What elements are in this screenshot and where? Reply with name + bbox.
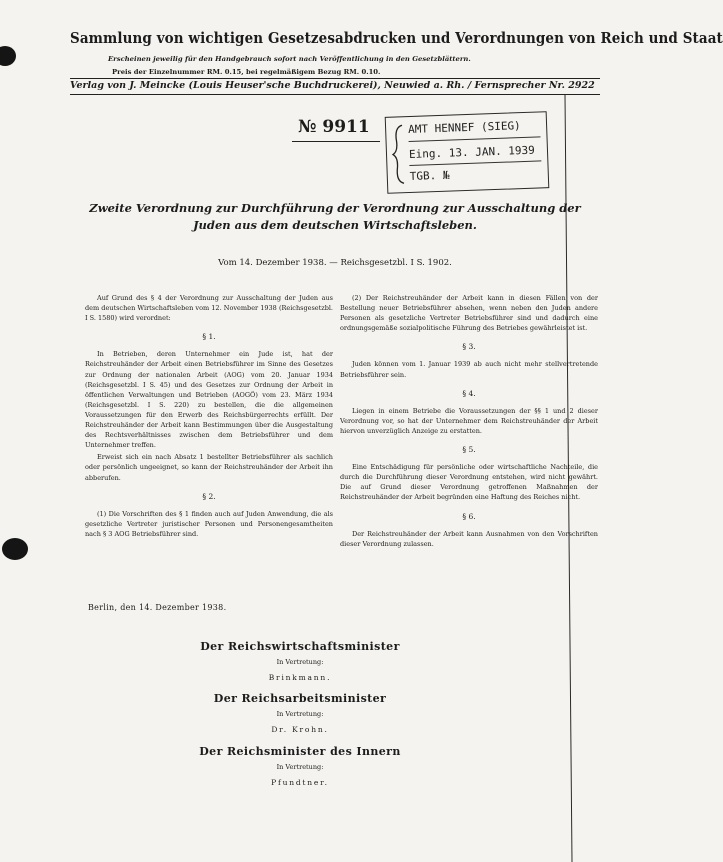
header-rule-bottom [70, 94, 600, 95]
header-rule-top [70, 78, 600, 79]
signatory-minister: Der Reichsminister des Innern [199, 745, 401, 758]
section-heading-4: § 4. [462, 388, 476, 398]
stamp-divider-1 [409, 136, 541, 142]
section-4-paragraph: Liegen in einem Betriebe die Voraussetzungen der §§ 1 und 2 dieser Verordnung vor, so hat der Unternehmer dem Reichstreuhänder der Arbeit hiervon unverzüglich Anzeige zu erstatten. [340, 406, 598, 435]
publisher-line: Verlag von J. Meincke (Louis Heuser'sche Buchdruckerei), Neuwied a. Rh. / Fernsprecher Nr. 2922 [70, 80, 595, 91]
signatory-name: Pfundtner. [271, 778, 329, 787]
intro-paragraph: Auf Grund des § 4 der Verordnung zur Ausschaltung der Juden aus dem deutschen Wirtschaftsleben vom 12. November 1938 (Reichsgesetzbl. I S. 1580) wird verordnet: [85, 294, 333, 323]
receipt-stamp [385, 111, 550, 194]
series-price: Preis der Einzelnummer RM. 0.15, bei regelmäßigem Bezug RM. 0.10. [112, 68, 381, 76]
document-date-line: Vom 14. Dezember 1938. — Reichsgesetzbl. I S. 1902. [218, 258, 452, 268]
section-1-paragraph-2: Erweist sich ein nach Absatz 1 bestellter Betriebsführer als sachlich oder persönlich ungeeignet, so kann der Reichstreuhänder der Arbeit ihn abberufen. [85, 453, 333, 482]
place-and-date: Berlin, den 14. Dezember 1938. [88, 603, 227, 612]
section-3-paragraph: Juden können vom 1. Januar 1939 ab auch nicht mehr stellvertretende Betriebsführer sein. [340, 360, 598, 379]
signatory-block [150, 692, 450, 734]
issue-number: № 9911 [298, 117, 370, 137]
punch-hole-top [0, 46, 16, 66]
section-5-paragraph: Eine Entschädigung für persönliche oder wirtschaftliche Nachteile, die durch die Durchführung dieser Verordnung entstehen, wird nicht gewährt. Die auf Grund dieser Verordnung getroffenen Maßnahmen der Reichstreuhänder der Arbeit begründen eine Haftung des Reiches nicht. [340, 463, 598, 502]
series-title: Sammlung von wichtigen Gesetzesabdrucken und Verordnungen von Reich und Staat [70, 30, 723, 47]
stamp-office: AMT HENNEF (SIEG) [407, 119, 521, 137]
stamp-journal-number: TGB. № [409, 168, 450, 184]
section-heading-6: § 6. [462, 511, 476, 521]
signatory-name: Brinkmann. [268, 673, 332, 682]
section-heading-3: § 3. [462, 342, 476, 352]
section-2-paragraph-2: (2) Der Reichstreuhänder der Arbeit kann in diesen Fällen von der Bestellung neuer Betriebsführer absehen, wenn neben den Juden andere Personen als gesetzliche Vertreter Betriebsführer sind und dadurch eine ordnungsgemäße sozialpolitische Führung des Betriebes gewährleistet ist. [340, 294, 598, 333]
signatory-role: In Vertretung: [276, 658, 324, 666]
signatory-role: In Vertretung: [276, 763, 324, 771]
signatory-role: In Vertretung: [276, 710, 324, 718]
punch-hole-bottom [2, 538, 28, 560]
section-2-paragraph-1: (1) Die Vorschriften des § 1 finden auch auf Juden Anwendung, die als gesetzliche Vertreter juristischer Personen und Personengesamtheiten nach § 3 AOG Betriebsführer sind. [85, 509, 333, 538]
series-subtitle: Erscheinen jeweilig für den Handgebrauch sofort nach Veröffentlichung in den Gesetzblättern. [108, 55, 471, 63]
signatory-minister: Der Reichsarbeitsminister [213, 692, 387, 705]
signatory-block [150, 640, 450, 682]
signatory-name: Dr. Krohn. [271, 725, 329, 734]
stamp-divider-2 [409, 160, 541, 166]
section-heading-5: § 5. [462, 445, 476, 455]
section-heading-1: § 1. [202, 332, 216, 342]
section-heading-2: § 2. [202, 491, 216, 501]
stamp-brace-icon [390, 123, 406, 185]
stamp-received-date: Eing. 13. JAN. 1939 [408, 143, 536, 162]
signatory-minister: Der Reichswirtschaftsminister [200, 640, 400, 653]
text-column-left [85, 293, 333, 541]
document-title: Zweite Verordnung zur Durchführung der Verordnung zur Ausschaltung der Juden aus dem deutschen Wirtschaftsleben. [89, 201, 581, 232]
issue-number-underline [292, 141, 380, 142]
signatory-block [150, 745, 450, 787]
text-column-right [340, 293, 598, 551]
section-1-paragraph-1: In Betrieben, deren Unternehmer ein Jude ist, hat der Reichstreuhänder der Arbeit einen Betriebsführer im Sinne des Gesetzes zur Ordnung der nationalen Arbeit (AOG) vom 20. Januar 1934 (Reichsgesetzbl. I S. 45) und des Gesetzes zur Ordnung der Arbeit in öffentlichen Verwaltungen und Betrieben (AOGÖ) vom 23. März 1934 (Reichsgesetzbl. I S. 220) zu bestellen, die die allgemeinen Voraussetzungen für den Erwerb des Reichsbürgerrechts erfüllt. Der Reichstreuhänder der Arbeit kann Bestimmungen über die Ausgestaltung des Rechtsverhältnisses zwischen dem Betriebsführer und dem Unternehmer treffen. [85, 350, 333, 450]
section-6-paragraph: Der Reichstreuhänder der Arbeit kann Ausnahmen von den Vorschriften dieser Verordnung zulassen. [340, 529, 598, 548]
